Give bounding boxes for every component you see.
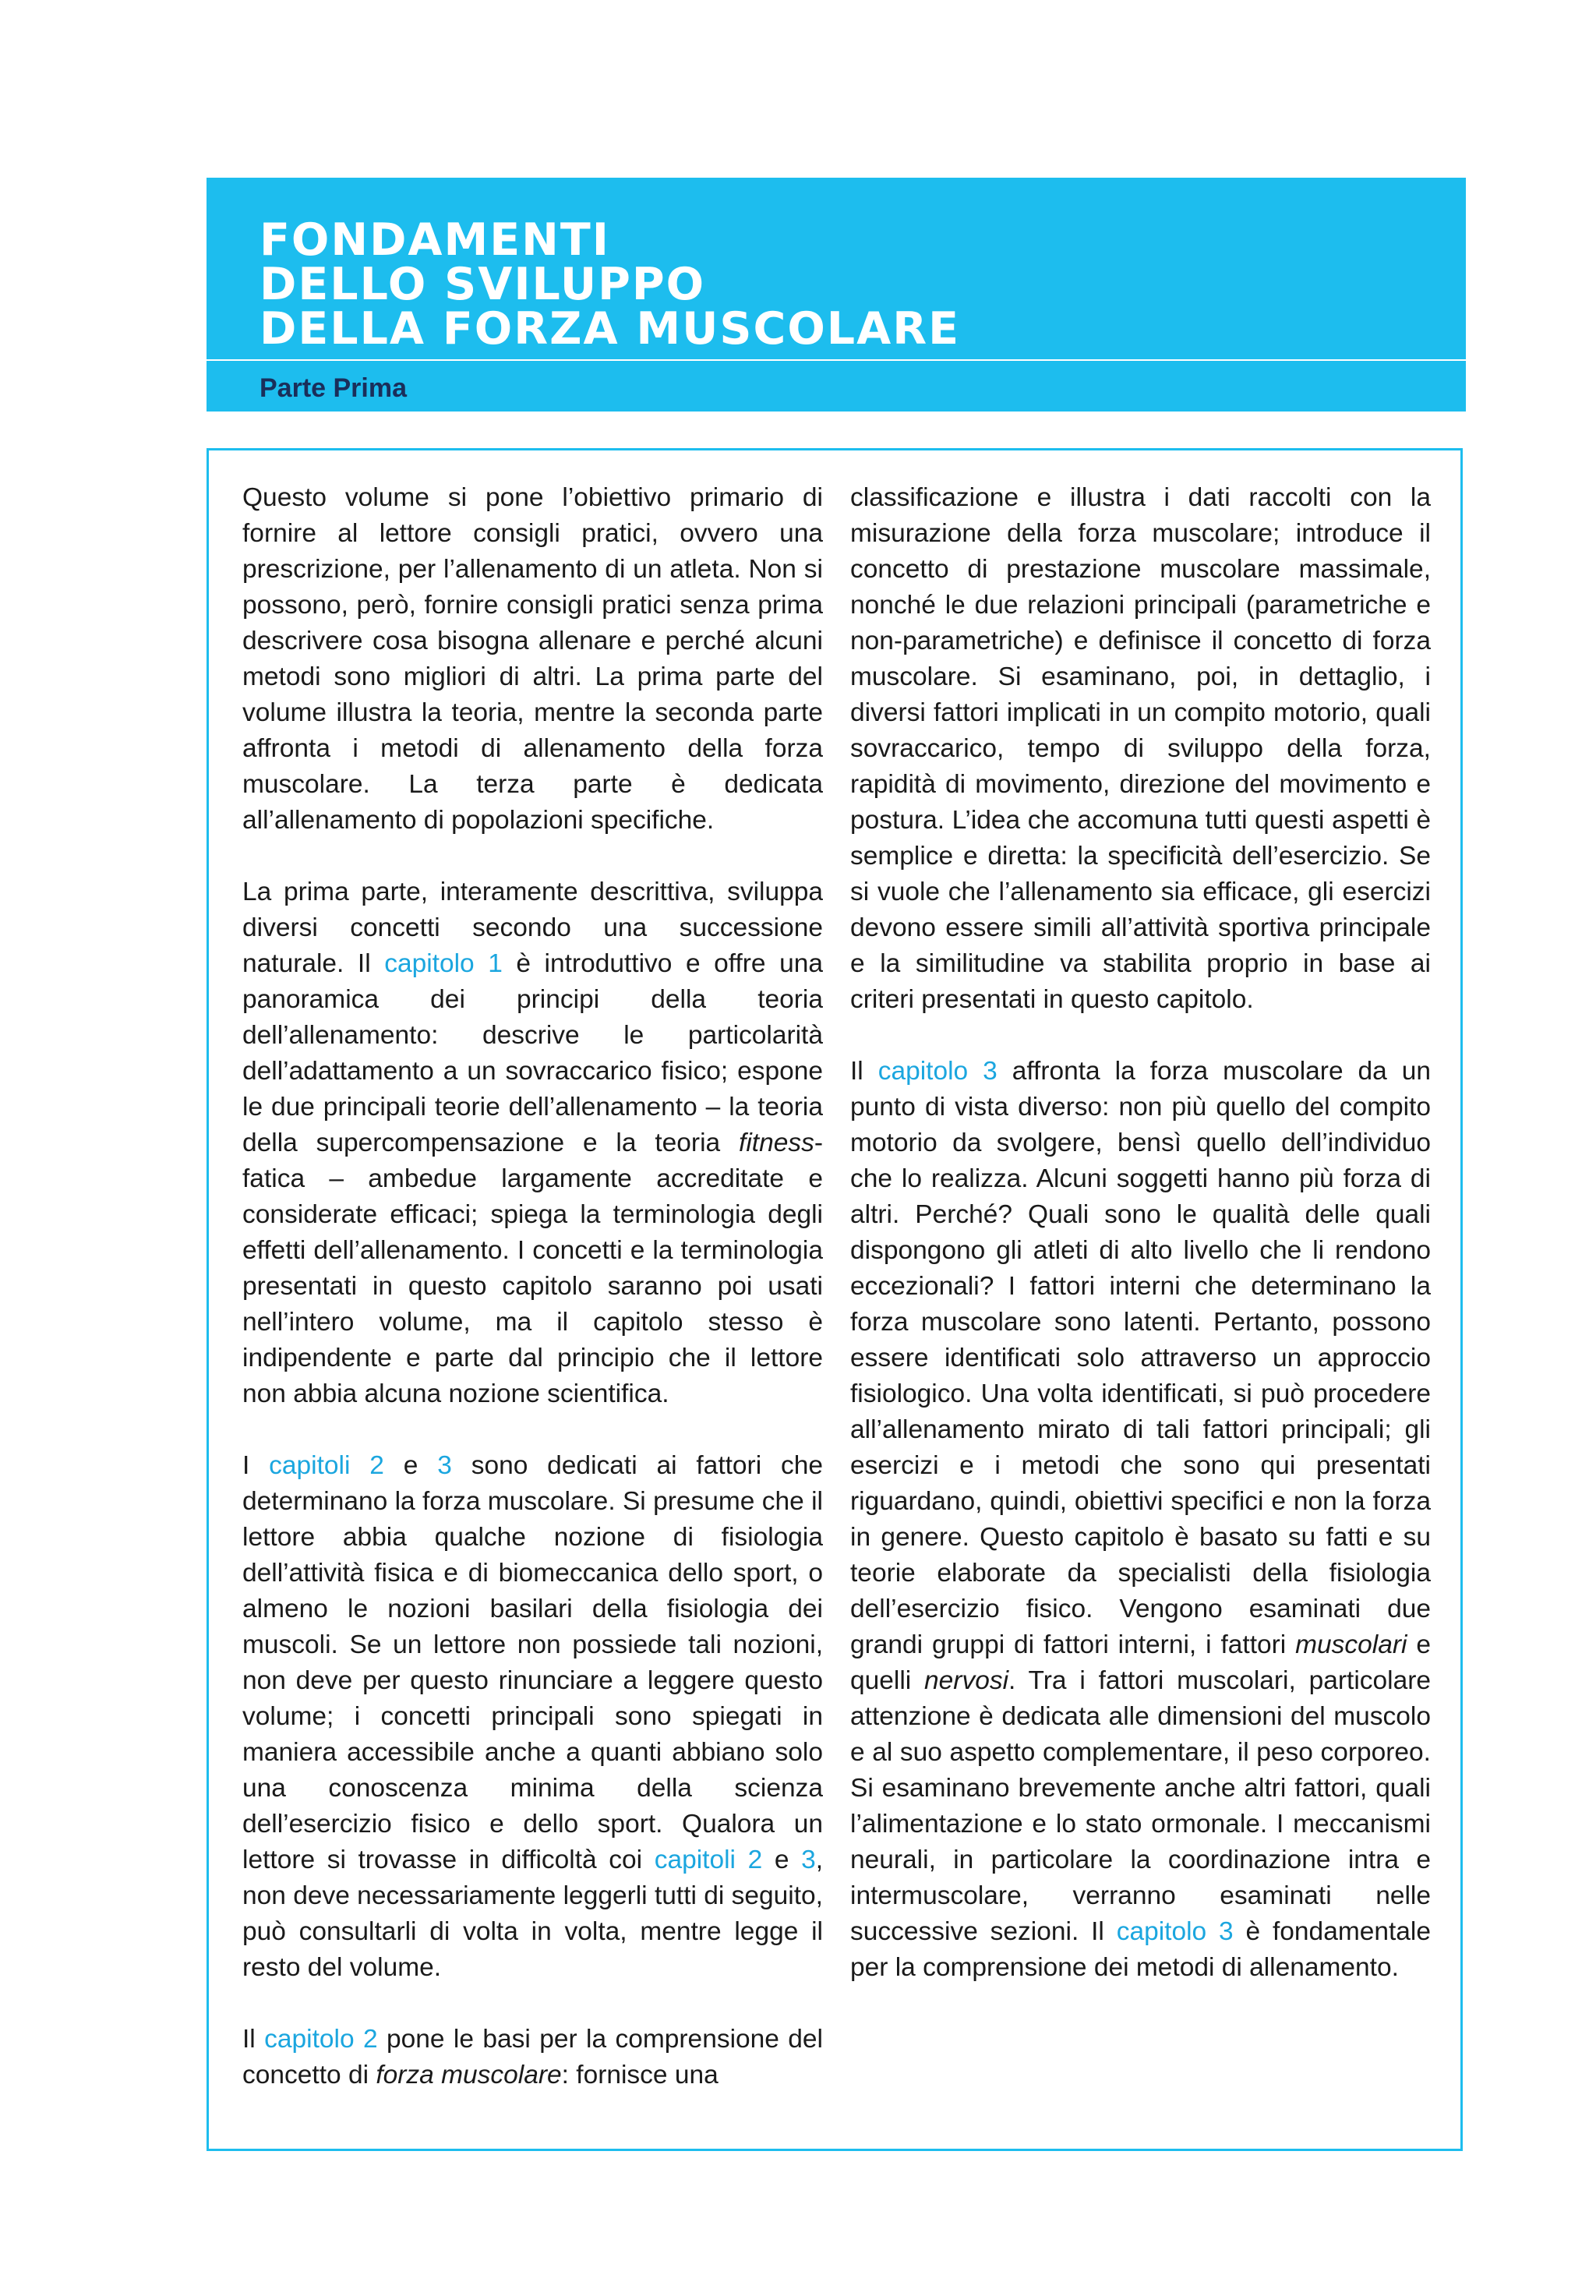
paragraph-chapters-2-3 xyxy=(242,1448,823,1986)
body-text: classificazione e illustra i dati raccolti con la misurazione della forza muscolare; introduce il concetto di prestazione muscolare massimale, nonché le due relazioni principali (parametriche e non-parametriche) e definisce il concetto di forza muscolare. Si esaminano, poi, in dettaglio, i diversi fattori implicati in un compito motorio, quali sovraccarico, tempo di sviluppo della forza, rapidità di movimento, direzione del movimento e postura. L’idea che accomuna tutti questi aspetti è semplice e diretta: la specificità dell’esercizio. Se si vuole che l’allenamento sia efficace, gli esercizi devono essere simili all’attività sportiva principale e la similitudine va stabilita proprio in base ai criteri presentati in questo capitolo. xyxy=(850,483,1431,1014)
body-text: , non deve necessariamente leggerli tutti di seguito, può consultarli di volta in volta, mentre legge il resto del volume. xyxy=(242,1846,824,1982)
chapter-reference[interactable]: 3 xyxy=(437,1451,452,1480)
body-text: e quelli xyxy=(850,1630,1431,1695)
paragraph-intro xyxy=(242,480,823,839)
part-title-line-1: FONDAMENTI xyxy=(260,214,610,266)
part-title xyxy=(260,214,961,355)
body-text: -fatica – ambedue largamente accreditate e considerate efficaci; spiega la terminologia degli effetti dell’allenamento. I concetti e la terminologia presentati in questo capitolo saranno poi usati nell’intero volume, ma il capitolo stesso è indipendente e parte dal principio che il lettore non abbia alcuna nozione scientifica. xyxy=(242,1129,823,1408)
left-column xyxy=(242,480,823,2093)
intro-text-box xyxy=(207,448,1463,2151)
part-subtitle: Parte Prima xyxy=(260,373,407,403)
chapter-reference[interactable]: capitolo 3 xyxy=(877,1057,998,1086)
paragraph-chapter-2-continued xyxy=(850,480,1431,1018)
chapter-reference[interactable]: capitolo 2 xyxy=(264,2025,378,2054)
body-text: e xyxy=(762,1846,802,1874)
header-divider xyxy=(207,359,1466,361)
paragraph-chapter-2-start xyxy=(242,2022,823,2093)
paragraph-chapter-3 xyxy=(850,1054,1431,1986)
body-text: Il xyxy=(242,2025,265,2054)
body-text: affronta la forza muscolare da un punto di vista diverso: non più quello del compito motorio da svolgere, bensì quello dell’individuo che lo realizza. Alcuni soggetti hanno più forza di altri. Perché? Quali sono le qualità delle quali dispongono gli atleti di alto livello che li rendono eccezionali? I fattori interni che determinano la forza muscolare sono latenti. Pertanto, possono essere identificati solo attraverso un approccio fisiologico. Una volta identificati, si può procedere all’allenamento mirato di tali fattori principali; gli esercizi e i metodi che sono qui presentati riguardano, quindi, obiettivi specifici e non la forza in genere. Questo capitolo è basato su fatti e su teorie elaborate da specialisti della fisiologia dell’esercizio fisico. Vengono esaminati due grandi gruppi di fattori interni, i fattori xyxy=(850,1057,1432,1659)
body-text: Questo volume si pone l’obiettivo primario di fornire al lettore consigli pratici, ovvero una prescrizione, per l’allenamento di un atleta. Non si possono, però, fornire consigli pratici senza prima descrivere cosa bisogna allenare e perché alcuni metodi sono migliori di altri. La prima parte del volume illustra la teoria, mentre la seconda parte affronta i metodi di allenamento della forza muscolare. La terza parte è dedicata all’allenamento di popolazioni specifiche. xyxy=(242,483,823,835)
body-text: . Tra i fattori muscolari, particolare attenzione è dedicata alle dimensioni del muscolo e al suo aspetto complementare, il peso corporeo. Si esaminano brevemente anche altri fattori, quali l’alimentazione e lo stato ormonale. I meccanismi neurali, in particolare la coordinazione intra e intermuscolare, verranno esaminati nelle successive sezioni. Il xyxy=(850,1666,1432,1946)
emphasis-text: nervosi xyxy=(924,1666,1009,1695)
body-text: La prima parte, interamente descrittiva, sviluppa diversi concetti secondo una successione naturale. Il xyxy=(242,878,823,978)
paragraph-part-one xyxy=(242,874,823,1412)
part-title-line-2: DELLO SVILUPPO xyxy=(260,259,706,310)
chapter-header-banner xyxy=(207,178,1466,412)
chapter-reference[interactable]: 3 xyxy=(801,1846,816,1874)
body-text: è introduttivo e offre una panoramica dei principi della teoria dell’allenamento: descrive le particolarità dell’adattamento a un sovraccarico fisico; espone le due principali teorie dell’allenamento – la teoria della supercompensazione e la teoria xyxy=(242,949,823,1157)
chapter-reference[interactable]: capitoli 2 xyxy=(269,1451,384,1480)
part-title-line-3: DELLA FORZA MUSCOLARE xyxy=(260,303,961,355)
chapter-reference[interactable]: capitolo 3 xyxy=(1116,1917,1234,1946)
chapter-reference[interactable]: capitolo 1 xyxy=(384,949,503,978)
body-text: I xyxy=(242,1451,270,1480)
body-text: e xyxy=(383,1451,438,1480)
body-text: sono dedicati ai fattori che determinano la forza muscolare. Si presume che il lettore abbia qualche nozione di fisiologia dell’attività fisica e di biomeccanica dello sport, o almeno le nozioni basilari della fisiologia dei muscoli. Se un lettore non possiede tali nozioni, non deve per questo rinunciare a leggere questo volume; i concetti principali sono spiegati in maniera accessibile anche a quanti abbiano solo una conoscenza minima della scienza dell’esercizio fisico e dello sport. Qualora un lettore si trovasse in difficoltà coi xyxy=(242,1451,824,1874)
emphasis-text: muscolari xyxy=(1295,1630,1407,1659)
emphasis-text: forza muscolare xyxy=(376,2061,562,2089)
body-text: Il xyxy=(850,1057,878,1086)
body-text: è fondamentale per la comprensione dei metodi di allenamento. xyxy=(850,1917,1432,1982)
chapter-reference[interactable]: capitoli 2 xyxy=(654,1846,763,1874)
emphasis-text: fitness xyxy=(739,1129,814,1157)
right-column xyxy=(850,480,1431,1986)
body-text: : fornisce una xyxy=(561,2061,719,2089)
body-text: pone le basi per la comprensione del concetto di xyxy=(242,2025,823,2089)
